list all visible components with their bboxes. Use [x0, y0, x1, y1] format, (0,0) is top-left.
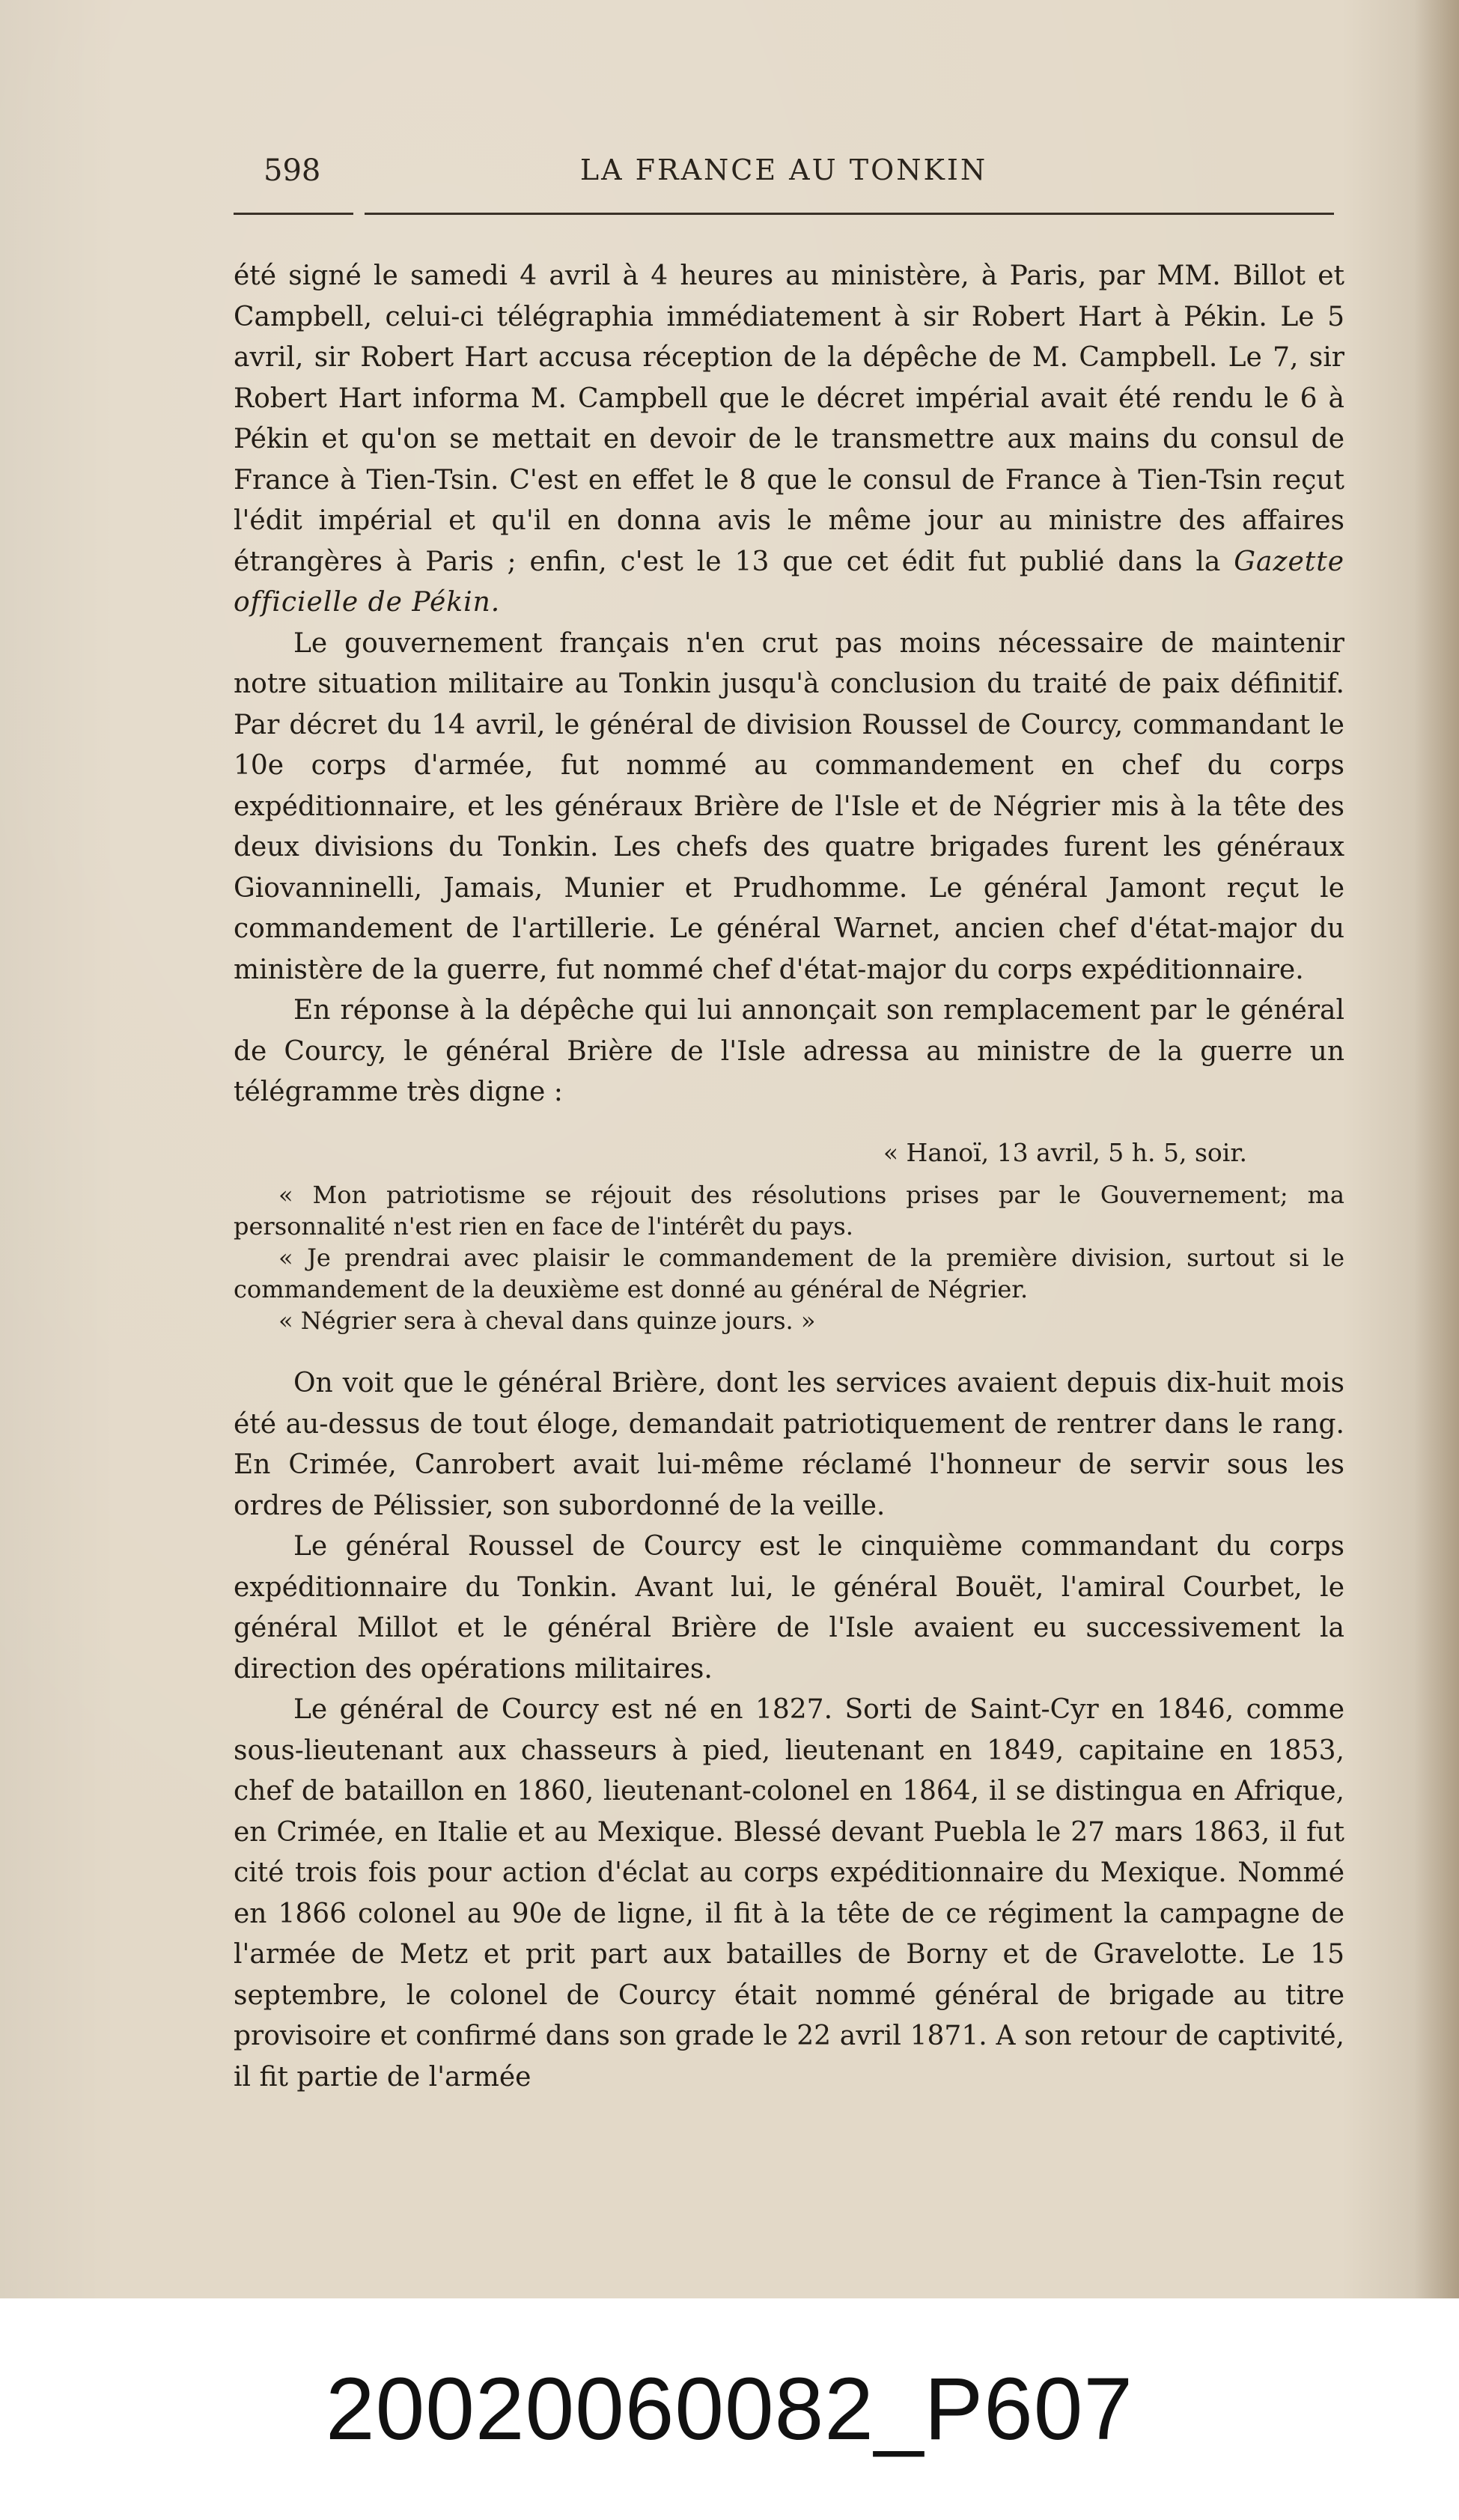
- paragraph: été signé le samedi 4 avril à 4 heures au ministère, à Paris, par MM. Billot et Campbell, celui-ci télégraphia immédiatement à sir Robert Hart à Pékin. Le 5 avril, sir Robert Hart accusa réception de la dépêche de M. Campbell. Le 7, sir Robert Hart informa M. Campbell que le décret impérial avait été rendu le 6 à Pékin et qu'on se mettait en devoir de le transmettre aux mains du consul de France à Tien-Tsin. C'est en effet le 8 que le consul de France à Tien-Tsin reçut l'édit impérial et qu'il en donna avis le même jour au ministre des affaires étrangères à Paris ; enfin, c'est le 13 que cet édit fut publié dans la Gazette officielle de Pékin.: [234, 261, 1345, 618]
- body-text: [234, 256, 1344, 2098]
- running-title: LA FRANCE AU TONKIN: [579, 153, 988, 186]
- paragraph: Le général Roussel de Courcy est le cinquième commandant du corps expéditionnaire du Tonkin. Avant lui, le général Bouët, l'amiral Courbet, le général Millot et le général Brière de l'Isle avaient eu successivement la direction des opérations militaires.: [234, 1531, 1344, 1684]
- page-edge-shadow: [1414, 0, 1459, 2298]
- quote-line: « Négrier sera à cheval dans quinze jours. »: [278, 1306, 816, 1335]
- running-head: [234, 153, 1334, 198]
- telegram-dateline: « Hanoï, 13 avril, 5 h. 5, soir.: [883, 1137, 1247, 1167]
- gazette-title: Gazette officielle de Pékin.: [234, 546, 1345, 618]
- quote-line: « Je prendrai avec plaisir le commandement de la première division, surtout si le commandement de la deuxième est donné au général de Négrier.: [234, 1244, 1344, 1303]
- paragraph: Le gouvernement français n'en crut pas moins nécessaire de maintenir notre situation militaire au Tonkin jusqu'à conclusion du traité de paix définitif. Par décret du 14 avril, le général de division Roussel de Courcy, commandant le 10e corps d'armée, fut nommé au commandement en chef du corps expéditionnaire, et les généraux Brière de l'Isle et de Négrier mis à la tête des deux divisions du Tonkin. Les chefs des quatre brigades furent les généraux Giovanninelli, Jamais, Munier et Prudhomme. Le général Jamont reçut le commandement de l'artillerie. Le général Warnet, ancien chef d'état-major du ministère de la guerre, fut nommé chef d'état-major du corps expéditionnaire.: [234, 627, 1344, 985]
- page-number: 598: [264, 153, 321, 188]
- paragraph: Le général de Courcy est né en 1827. Sorti de Saint-Cyr en 1846, comme sous-lieutenant aux chasseurs à pied, lieutenant en 1849, capitaine en 1853, chef de bataillon en 1860, lieutenant-colonel en 1864, il se distingua en Afrique, en Crimée, en Italie et au Mexique. Blessé devant Puebla le 27 mars 1863, il fut cité trois fois pour action d'éclat au corps expéditionnaire du Mexique. Nommé en 1866 colonel au 90e de ligne, il fit à la tête de ce régiment la campagne de l'armée de Metz et prit part aux batailles de Borny et de Gravelotte. Le 15 septembre, le colonel de Courcy était nommé général de brigade au titre provisoire et confirmé dans son grade le 22 avril 1871. A son retour de captivité, il fit partie de l'armée: [234, 1694, 1344, 2093]
- header-rule: [234, 213, 1334, 216]
- telegram-quote: [234, 1179, 1344, 1336]
- image-id-label: 20020060082_P607: [325, 2360, 1134, 2459]
- paragraph: On voit que le général Brière, dont les services avaient depuis dix-huit mois été au-dessus de tout éloge, demandait patriotiquement de rentrer dans le rang. En Crimée, Canrobert avait lui-même réclamé l'honneur de servir sous les ordres de Pélissier, son subordonné de la veille.: [234, 1368, 1344, 1521]
- paragraph: En réponse à la dépêche qui lui annonçait son remplacement par le général de Courcy, le général Brière de l'Isle adressa au ministre de la guerre un télégramme très digne :: [234, 995, 1344, 1107]
- quote-line: « Mon patriotisme se réjouit des résolutions prises par le Gouvernement; ma personnalité n'est rien en face de l'intérêt du pays.: [234, 1181, 1344, 1241]
